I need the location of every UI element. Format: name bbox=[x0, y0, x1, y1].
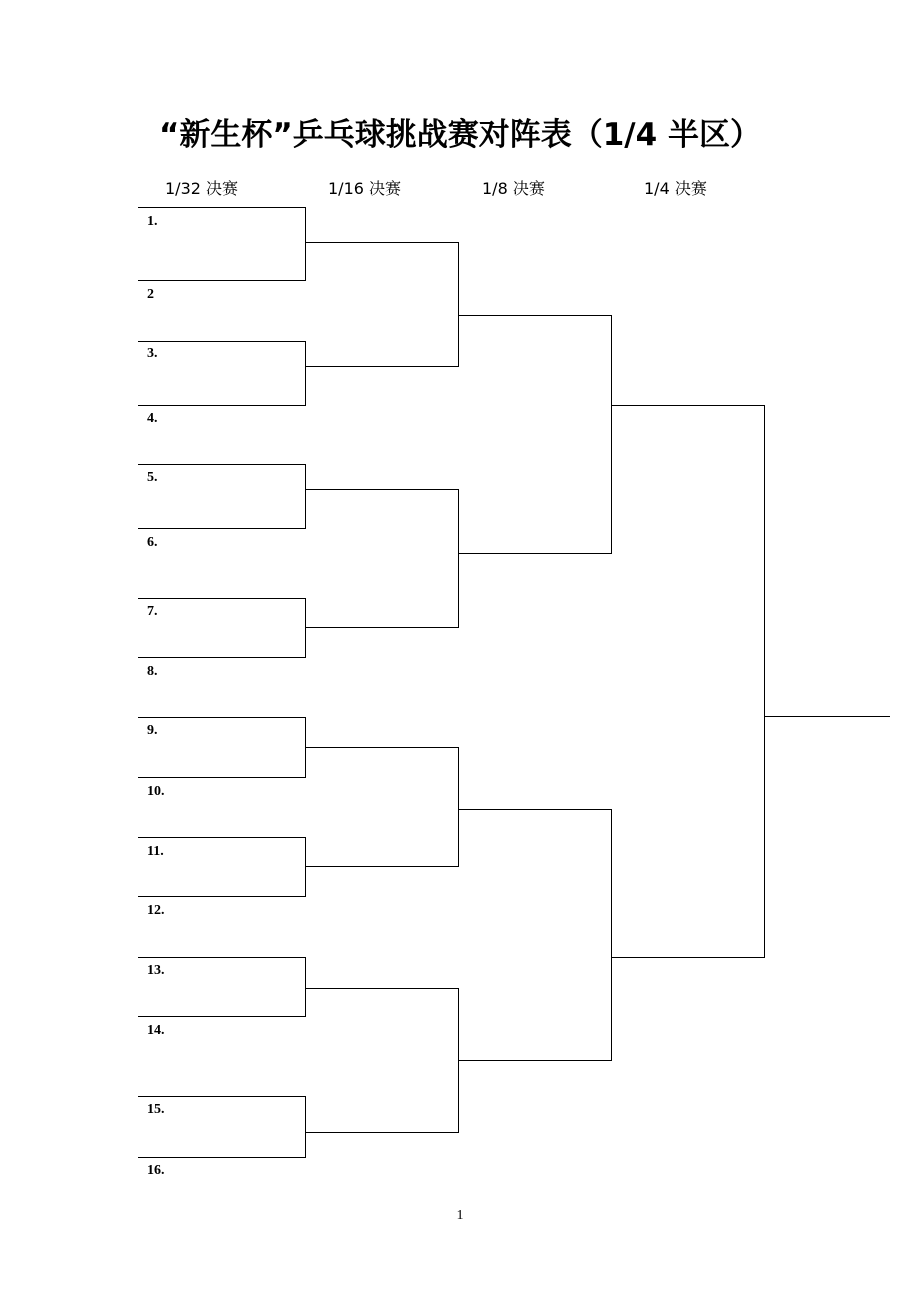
match-5-6 bbox=[138, 464, 306, 529]
slot-label-14: 14. bbox=[147, 1023, 165, 1038]
round-label-1-32: 1/32 决赛 bbox=[165, 179, 239, 198]
match-3-4 bbox=[138, 341, 306, 406]
page-number: 1 bbox=[456, 1208, 464, 1223]
slot-label-6: 6. bbox=[147, 535, 158, 550]
slot-label-3: 3. bbox=[147, 346, 158, 361]
slot-label-5: 5. bbox=[147, 470, 158, 485]
match-1-2 bbox=[138, 207, 306, 281]
slot-label-1: 1. bbox=[147, 214, 158, 229]
round-16-brackets bbox=[306, 242, 459, 1133]
slot-label-15: 15. bbox=[147, 1102, 165, 1117]
slot-label-2: 2 bbox=[147, 287, 154, 302]
slot-label-11: 11. bbox=[147, 844, 164, 859]
slot-label-9: 9. bbox=[147, 723, 158, 738]
round-label-1-4: 1/4 决赛 bbox=[644, 179, 707, 198]
round-label-1-16: 1/16 决赛 bbox=[328, 179, 402, 198]
slot-label-4: 4. bbox=[147, 411, 158, 426]
round-4-brackets bbox=[612, 405, 890, 958]
page-title: “新生杯”乒乓球挑战赛对阵表（1/4 半区） bbox=[158, 117, 761, 153]
slot-label-8: 8. bbox=[147, 664, 158, 679]
round-8-brackets bbox=[459, 315, 612, 1061]
round-32-brackets bbox=[138, 207, 306, 1158]
match-9-10 bbox=[138, 717, 306, 778]
slot-label-10: 10. bbox=[147, 784, 165, 799]
slot-label-12: 12. bbox=[147, 903, 165, 918]
slot-label-16: 16. bbox=[147, 1163, 165, 1178]
round-label-1-8: 1/8 决赛 bbox=[482, 179, 545, 198]
slot-label-7: 7. bbox=[147, 604, 158, 619]
slot-label-13: 13. bbox=[147, 963, 165, 978]
match-7-8 bbox=[138, 598, 306, 658]
